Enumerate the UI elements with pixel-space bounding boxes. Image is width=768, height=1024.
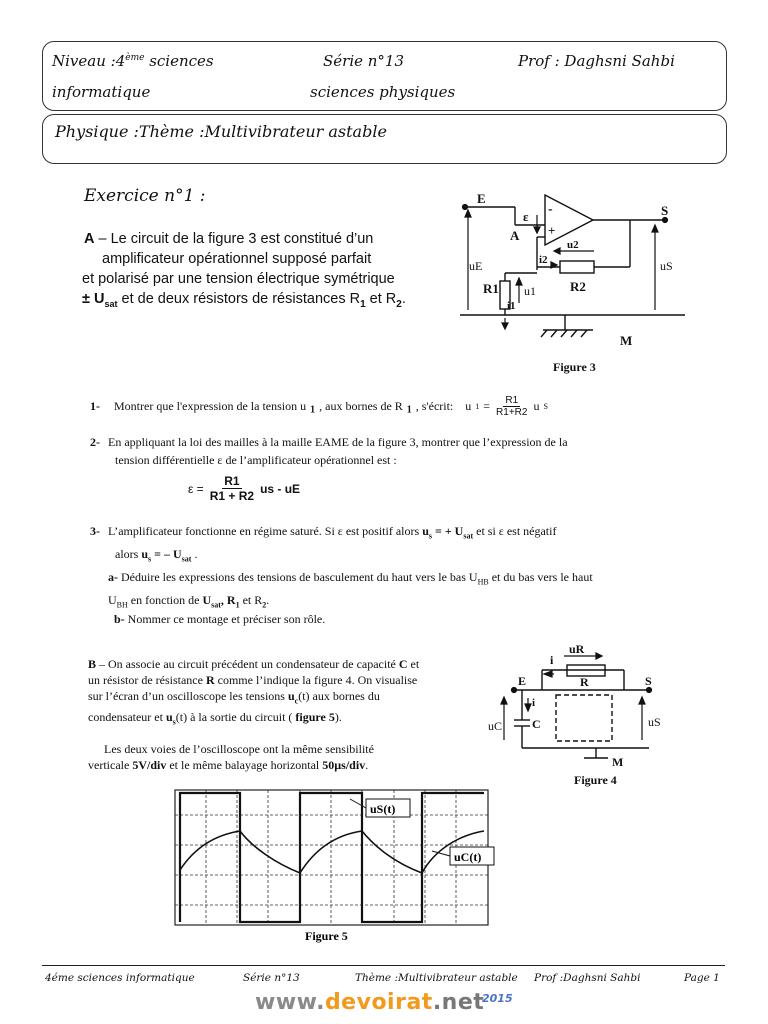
footer-prof: Prof :Daghsni Sahbi [534, 972, 641, 984]
fig5-label-us: uS(t) [370, 802, 396, 816]
watermark-year: 2015 [482, 992, 513, 1005]
question-3a: a- Déduire les expressions des tensions de basculement du haut vers le bas $U_{HB}$ et du bas vers le haut $U_{BH}$ en fonction de $U_{sat}$, $R_1$ et $R_2$. [108, 570, 593, 610]
fig4-label-E: E [518, 674, 527, 688]
header-serie: Série n°13 [323, 52, 405, 70]
fig3-label-E: E [477, 191, 486, 206]
fig3-caption: Figure 3 [553, 360, 596, 374]
fig3-label-uE: uE [469, 259, 483, 273]
fig3-label-M: M [620, 333, 633, 348]
fig3-label-u2: u2 [567, 239, 579, 251]
footer-serie: Série n°13 [243, 972, 300, 984]
figure-3-circuit [455, 185, 695, 380]
fig4-label-uC: uC [488, 719, 503, 733]
fig5-label-uc: uC(t) [454, 850, 482, 864]
question-3: 3- L’amplificateur fonctionne en régime saturé. Si ε est positif alors $u_s$ = + $U_{sat}$ et si ε est négatif alors $u_s$ = – $U_{sat}$ . [90, 524, 557, 564]
fig3-label-i1: i1 [507, 300, 516, 312]
fig4-label-M: M [612, 755, 624, 769]
fig3-label-u1: u1 [524, 284, 536, 298]
fig4-label-C: C [532, 717, 541, 731]
header-level: Niveau :4ème sciences [52, 52, 214, 70]
question-2: 2- En appliquant la loi des mailles à la maille EAME de la figure 3, montrer que l’expression de la tension différentielle ε de l’amplificateur opérationnel est : [90, 435, 568, 467]
fig4-label-uR: uR [569, 642, 585, 656]
fig4-label-R: R [580, 675, 589, 689]
part-a-text: A – Le circuit de la figure 3 est constitué d’un amplificateur opérationnel supposé parfait et polarisé par une tension électrique symétrique ± $U_{sat}$ et de deux résistors de résistances $R_1$ et $R_2$. [82, 231, 406, 310]
fig4-label-i-c: i [532, 697, 536, 709]
exercise-title: Exercice n°1 : [84, 186, 206, 206]
fig3-label-uS: uS [660, 259, 673, 273]
footer-theme: Thème :Multivibrateur astable [355, 972, 518, 984]
fig3-label-minus: - [548, 202, 553, 217]
fig4-caption: Figure 4 [574, 773, 617, 787]
fig4-label-i: i [550, 653, 554, 667]
fig4-label-uS: uS [648, 715, 661, 729]
figure-4-circuit [484, 640, 684, 790]
footer-page: Page 1 [684, 972, 720, 984]
question-3b: b- Nommer ce montage et préciser son rôle. [114, 612, 326, 626]
fig3-label-A: A [510, 228, 520, 243]
fig5-caption: Figure 5 [305, 929, 348, 943]
fig3-label-S: S [661, 203, 669, 218]
theme-title: Physique :Thème :Multivibrateur astable [55, 122, 387, 141]
header-prof: Prof : Daghsni Sahbi [518, 52, 675, 70]
footer-rule [42, 965, 725, 966]
fig3-label-i2: i2 [539, 254, 548, 266]
question-1: 1- Montrer que l'expression de la tension u $_1$ , aux bornes de R $_1$ , s'écrit: u 1 = $\frac{R1}{R1+R2}$ u S [90, 395, 548, 418]
fig4-label-S: S [645, 674, 652, 688]
fig3-label-R2: R2 [570, 279, 586, 294]
header-subject: sciences physiques [310, 83, 456, 101]
footer-level: 4éme sciences informatique [45, 972, 195, 984]
question-2-formula: ε = $\frac{R1}{R1 + R2}$ us - uE [188, 474, 301, 503]
figure-5-oscillogram [170, 785, 500, 945]
part-b-text: B – On associe au circuit précédent un condensateur de capacité C et un résistor de résistance R comme l’indique la figure 4. On visualise sur l’écran d’un oscilloscope les tensions $u_c(t)$ aux bornes du condensateur et $u_s(t)$ à la sortie du circuit ( figure 5). Les deux voies de l’oscilloscope ont la même sensibilité verticale 5V/div et le même balayage horizontal 50µs/div. [88, 657, 420, 772]
fig3-label-R1: R1 [483, 281, 499, 296]
watermark-logo: www.devoirat.net [255, 990, 485, 1015]
fig3-label-plus: + [548, 223, 556, 238]
fig3-label-eps: ε [523, 209, 529, 224]
header-informatique: informatique [52, 83, 151, 101]
